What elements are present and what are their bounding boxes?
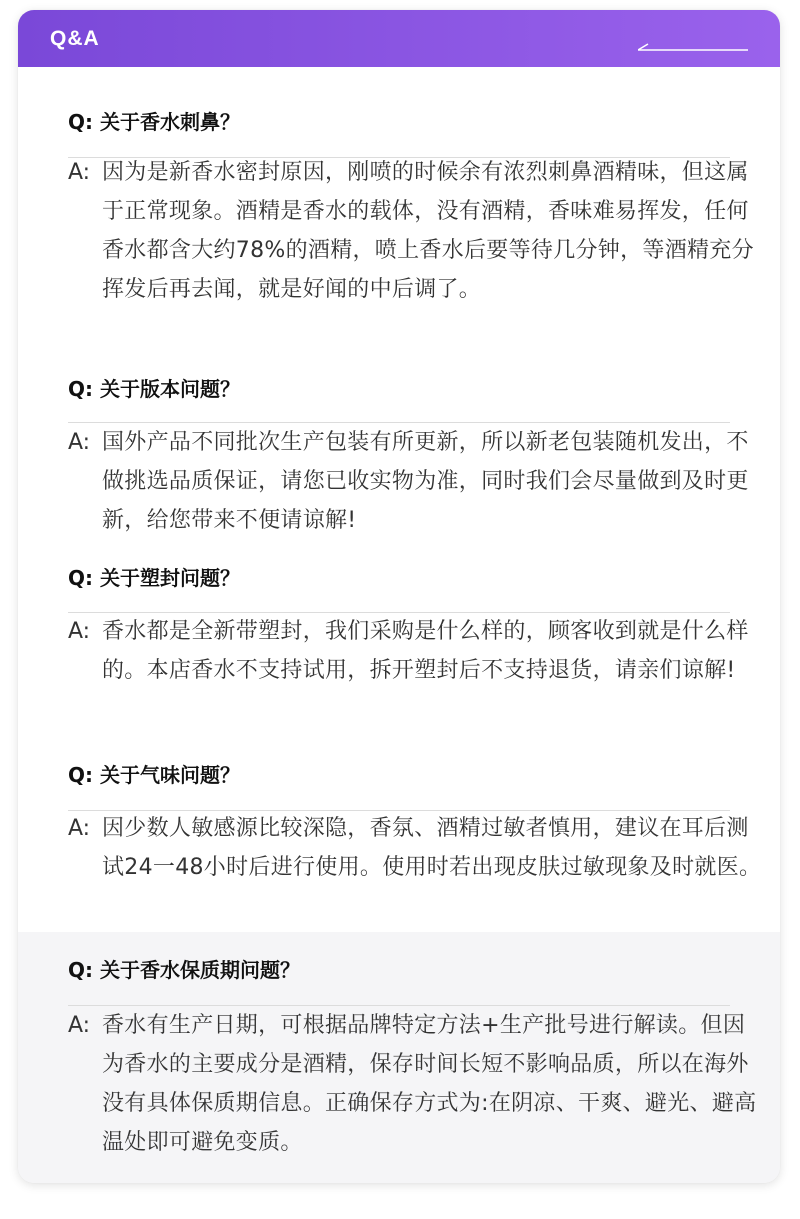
qa-item-perfume-pungent — [18, 67, 780, 337]
question-text: Q: 关于香水保质期问题？ — [68, 958, 300, 982]
qa-item-shrink-wrap — [18, 532, 780, 727]
answer-prefix: A: — [68, 816, 91, 841]
question-text: Q: 关于香水刺鼻？ — [68, 110, 240, 134]
answer-text: 因少数人敏感源比较深隐，香氛、酒精过敏者慎用，建议在耳后测试24一48小时后进行使用。使用时若出现皮肤过敏现象及时就医。 — [102, 816, 762, 880]
answer-text: 因为是新香水密封原因，刚喷的时候余有浓烈刺鼻酒精味，但这属于正常现象。酒精是香水的载体，没有酒精，香味难易挥发，任何香水都含大约78%的酒精，喷上香水后要等待几分钟，等酒精充分挥发后再去闻，就是好闻的中后调了。 — [102, 160, 754, 302]
question-text: Q: 关于版本问题？ — [68, 377, 240, 401]
qa-header — [18, 10, 780, 67]
question-text: Q: 关于气味问题？ — [68, 763, 240, 787]
answer-prefix: A: — [68, 619, 91, 644]
answer-prefix: A: — [68, 1013, 91, 1038]
qa-item-shelf-life — [18, 932, 780, 1183]
answer-text: 香水有生产日期，可根据品牌特定方法+生产批号进行解读。但因为香水的主要成分是酒精，保存时间长短不影响品质，所以在海外没有具体保质期信息。正确保存方式为:在阴凉、干爽、避光、避高温处即可避免变质。 — [102, 1013, 757, 1155]
qa-item-version — [18, 337, 780, 532]
question-text: Q: 关于塑封问题？ — [68, 566, 240, 590]
qa-card — [18, 10, 780, 1183]
answer-prefix: A: — [68, 160, 91, 185]
answer-prefix: A: — [68, 430, 91, 455]
decorative-line-icon — [638, 40, 748, 52]
answer-text: 香水都是全新带塑封，我们采购是什么样的，顾客收到就是什么样的。本店香水不支持试用，拆开塑封后不支持退货，请亲们谅解! — [102, 619, 749, 683]
header-title: Q&A — [50, 27, 100, 50]
answer-text: 国外产品不同批次生产包装有所更新，所以新老包装随机发出，不做挑选品质保证，请您已收实物为准，同时我们会尽量做到及时更新，给您带来不便请谅解! — [102, 430, 749, 533]
qa-item-scent — [18, 727, 780, 932]
